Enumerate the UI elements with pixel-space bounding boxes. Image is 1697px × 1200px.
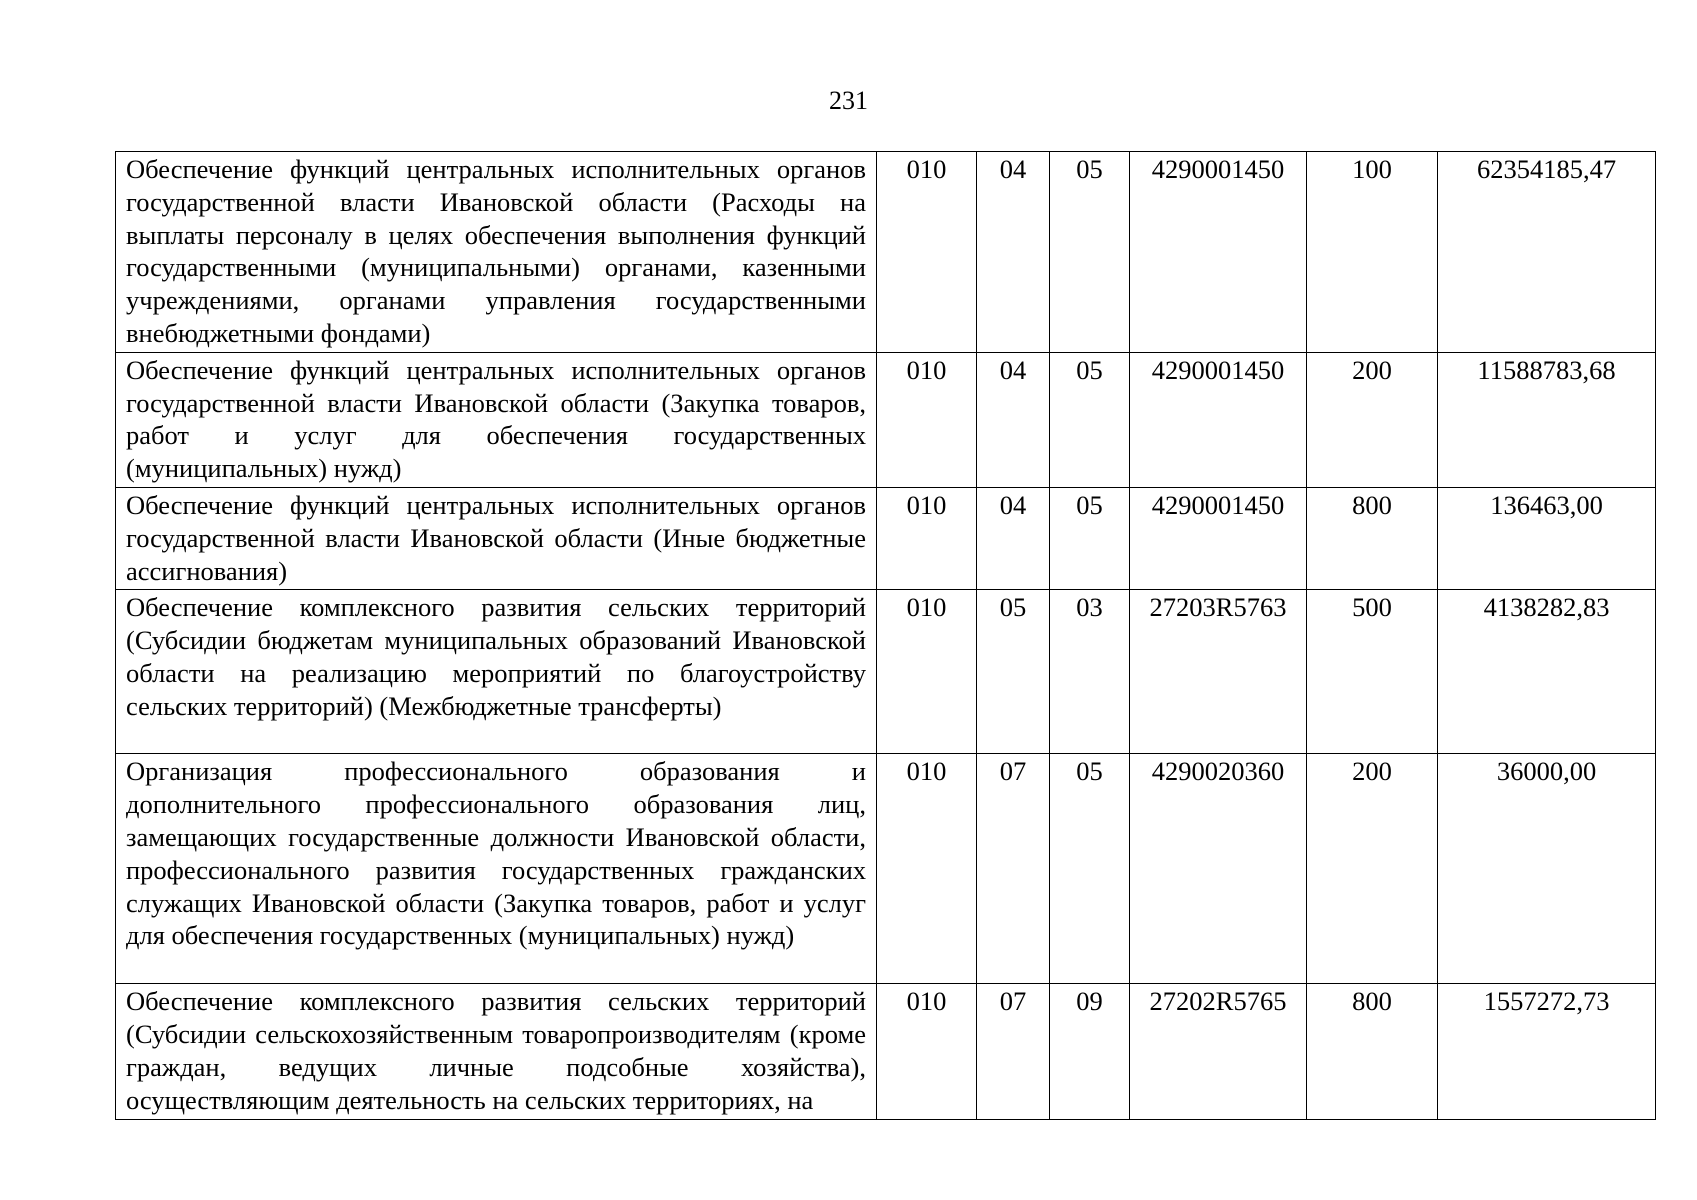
page-number: 231 — [829, 86, 868, 115]
section-code: 07 — [977, 754, 1050, 984]
amount-value: 136463,00 — [1438, 487, 1656, 589]
subsection-code: 05 — [1050, 352, 1130, 487]
expense-type-code: 800 — [1307, 984, 1438, 1119]
grbs-code: 010 — [877, 984, 977, 1119]
amount-value: 11588783,68 — [1438, 352, 1656, 487]
amount-value: 1557272,73 — [1438, 984, 1656, 1119]
expense-type-code: 200 — [1307, 352, 1438, 487]
section-code: 05 — [977, 590, 1050, 754]
table-row — [116, 590, 1656, 754]
grbs-code: 010 — [877, 754, 977, 984]
target-article-code: 4290020360 — [1130, 754, 1307, 984]
expense-type-code: 100 — [1307, 152, 1438, 353]
target-article-code: 27202R5765 — [1130, 984, 1307, 1119]
row-description: Обеспечение комплексного развития сельских территорий (Субсидии бюджетам муниципальных образований Ивановской области на реализацию мероприятий по благоустройству сельских территорий) (Межбюджетные трансферты) — [116, 590, 877, 754]
table-row — [116, 487, 1656, 589]
amount-value: 62354185,47 — [1438, 152, 1656, 353]
expense-type-code: 800 — [1307, 487, 1438, 589]
table-row — [116, 152, 1656, 353]
table-row — [116, 352, 1656, 487]
amount-value: 4138282,83 — [1438, 590, 1656, 754]
row-description: Обеспечение функций центральных исполнительных органов государственной власти Ивановской области (Закупка товаров, работ и услуг для обеспечения государственных (муниципальных) нужд) — [116, 352, 877, 487]
subsection-code: 05 — [1050, 754, 1130, 984]
subsection-code: 03 — [1050, 590, 1130, 754]
section-code: 04 — [977, 152, 1050, 353]
target-article-code: 4290001450 — [1130, 487, 1307, 589]
section-code: 04 — [977, 487, 1050, 589]
table-row — [116, 984, 1656, 1119]
target-article-code: 4290001450 — [1130, 152, 1307, 353]
amount-value: 36000,00 — [1438, 754, 1656, 984]
section-code: 04 — [977, 352, 1050, 487]
grbs-code: 010 — [877, 352, 977, 487]
section-code: 07 — [977, 984, 1050, 1119]
grbs-code: 010 — [877, 152, 977, 353]
grbs-code: 010 — [877, 487, 977, 589]
expense-type-code: 500 — [1307, 590, 1438, 754]
budget-table — [115, 151, 1656, 1120]
expense-type-code: 200 — [1307, 754, 1438, 984]
target-article-code: 27203R5763 — [1130, 590, 1307, 754]
subsection-code: 05 — [1050, 152, 1130, 353]
subsection-code: 09 — [1050, 984, 1130, 1119]
subsection-code: 05 — [1050, 487, 1130, 589]
grbs-code: 010 — [877, 590, 977, 754]
row-description: Обеспечение функций центральных исполнительных органов государственной власти Ивановской области (Расходы на выплаты персоналу в целях обеспечения выполнения функций государственными (муниципальными) органами, казенными учреждениями, органами управления государственными внебюджетными фондами) — [116, 152, 877, 353]
target-article-code: 4290001450 — [1130, 352, 1307, 487]
row-description: Обеспечение комплексного развития сельских территорий (Субсидии сельскохозяйственным товаропроизводителям (кроме граждан, ведущих личные подсобные хозяйства), осуществляющим деятельность на сельских территориях, на — [116, 984, 877, 1119]
row-description: Организация профессионального образования и дополнительного профессионального образования лиц, замещающих государственные должности Ивановской области, профессионального развития государственных гражданских служащих Ивановской области (Закупка товаров, работ и услуг для обеспечения государственных (муниципальных) нужд) — [116, 754, 877, 984]
row-description: Обеспечение функций центральных исполнительных органов государственной власти Ивановской области (Иные бюджетные ассигнования) — [116, 487, 877, 589]
table-row — [116, 754, 1656, 984]
